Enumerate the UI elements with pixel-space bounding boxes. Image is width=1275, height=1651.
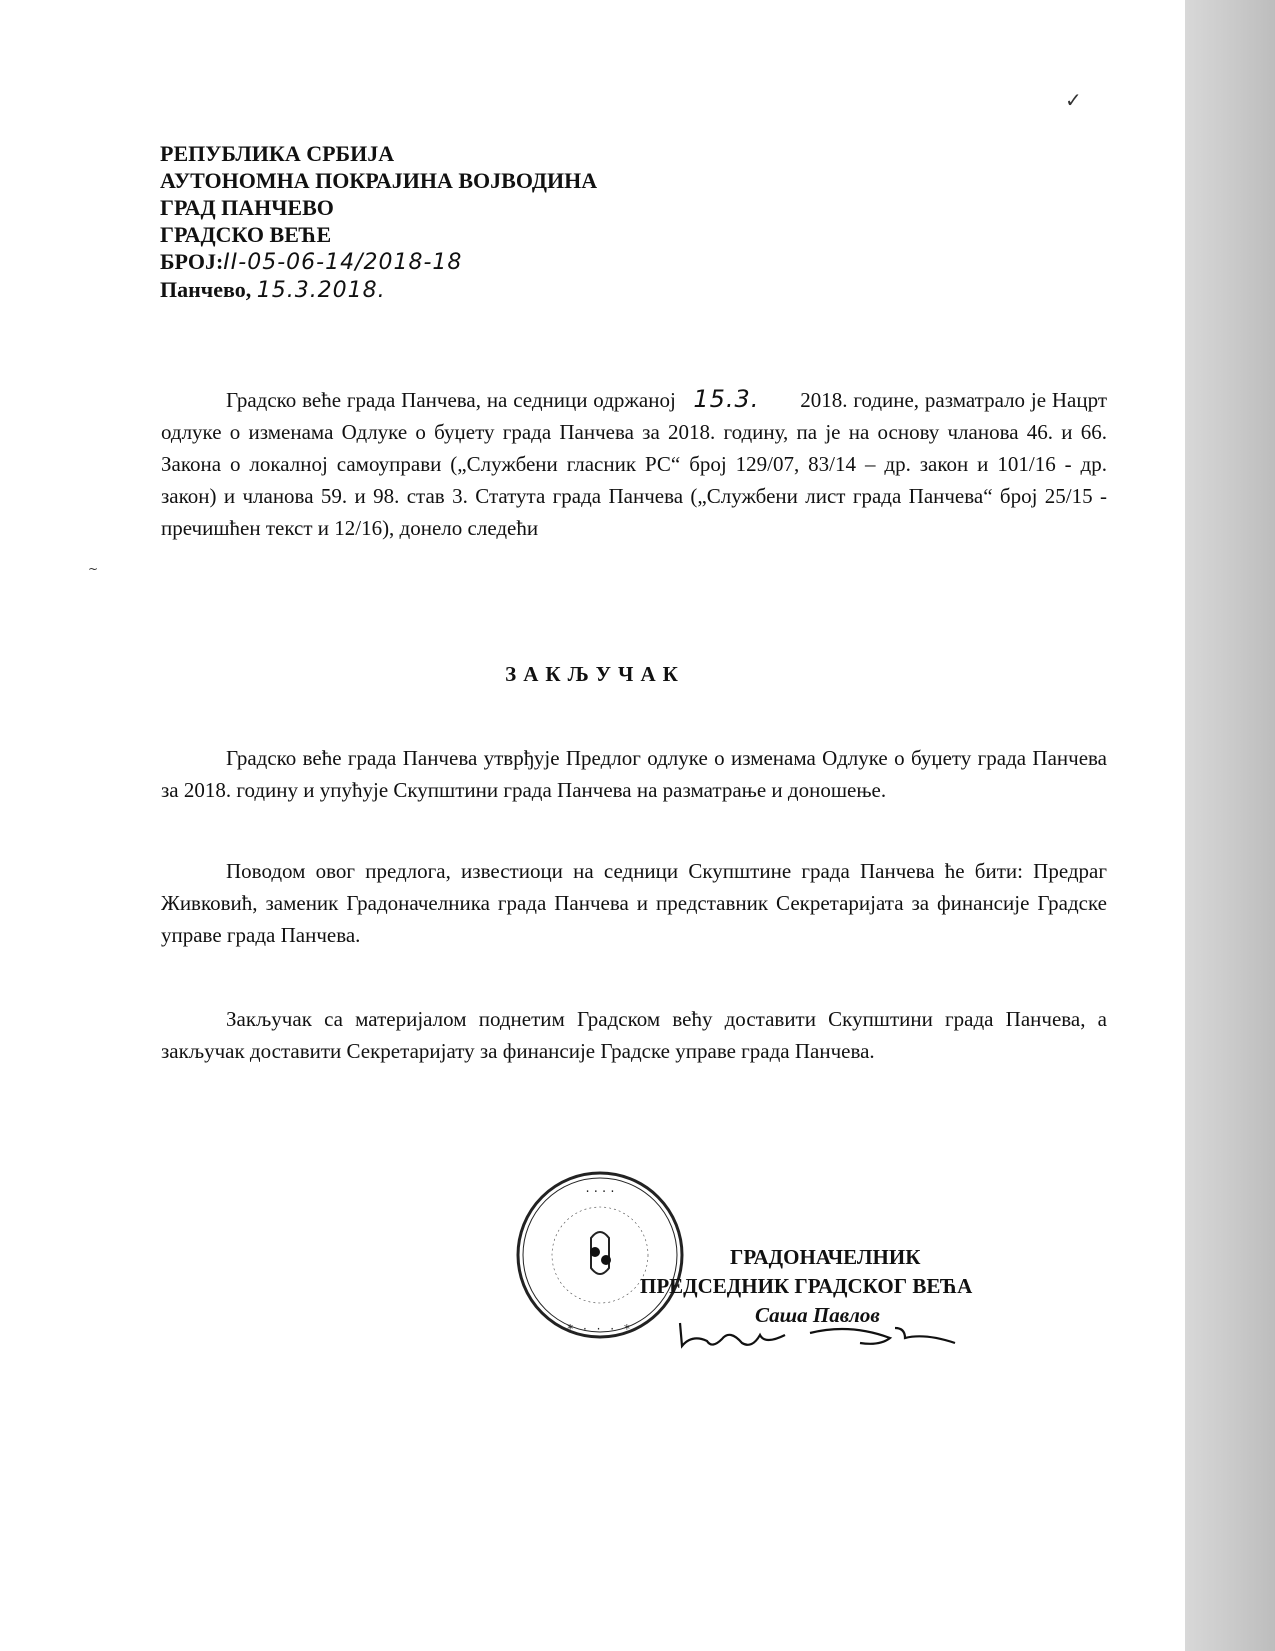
intro-text: 2018. године, разматрало је Нацрт одлуке о изменама Одлуке о буџету града Панчева за 2018. годину, па је на основу чланова 46. и 66. Закона о локалној самоуправи („Службени гласник РС“ број 129/07, 83/14 – др. закон и 101/16 - др. закон) и чланова 59. и 98. став 3. Статута града Панчева („Службени лист града Панчева“ број 25/15 - пречишћен текст и 12/16), донело следећи	[161, 388, 1108, 540]
number-label: БРОЈ:	[160, 249, 224, 274]
signatory-name: Саша Павлов	[755, 1303, 880, 1327]
signatory-role: ПРЕДСЕДНИК ГРАДСКОГ ВЕЋА	[640, 1274, 973, 1298]
body-paragraph: Градско веће града Панчева утврђује Предлог одлуке о изменама Одлуке о буџету града Панчева за 2018. годину и упућује Скупштини града Панчева на разматрање и доношење.	[161, 746, 1107, 802]
header-line: ГРАДСКО ВЕЋЕ	[160, 222, 332, 247]
scan-mark: ~	[88, 562, 99, 576]
intro-paragraph	[161, 383, 1107, 544]
document-title: ЗАКЉУЧАК	[505, 662, 685, 686]
svg-text:· · · ·: · · · ·	[585, 1185, 615, 1200]
number-value: II-05-06-14/2018-18	[223, 250, 463, 275]
scan-edge	[1185, 0, 1275, 1651]
header-line: ГРАД ПАНЧЕВО	[160, 195, 334, 220]
check-mark-icon: ✓	[1065, 88, 1082, 112]
intro-text: Градско веће града Панчева, на седници одржаној	[226, 388, 676, 412]
document-place-date	[160, 276, 597, 304]
document-header	[160, 140, 597, 304]
place-label: Панчево,	[160, 277, 252, 302]
body-paragraph: Закључак са материјалом поднетим Градском већу доставити Скупштини града Панчева, а закључак доставити Секретаријату за финансије Градске управе града Панчева.	[161, 1007, 1107, 1063]
document-number	[160, 248, 597, 276]
signatory-title: ГРАДОНАЧЕЛНИК	[730, 1245, 921, 1269]
svg-text:* · · · *: * · · · *	[567, 1322, 633, 1336]
header-line: РЕПУБЛИКА СРБИЈА	[160, 141, 395, 166]
header-line: АУТОНОМНА ПОКРАЈИНА ВОЈВОДИНА	[160, 168, 598, 193]
session-date: 15.3.	[693, 385, 760, 413]
signature-block	[640, 1243, 972, 1330]
date-value: 15.3.2018.	[256, 278, 386, 303]
body-paragraph: Поводом овог предлога, известиоци на седници Скупштине града Панчева ће бити: Предраг Живковић, заменик Градоначелника града Панчева и представник Секретаријата за финансије Градске управе града Панчева.	[161, 859, 1107, 947]
